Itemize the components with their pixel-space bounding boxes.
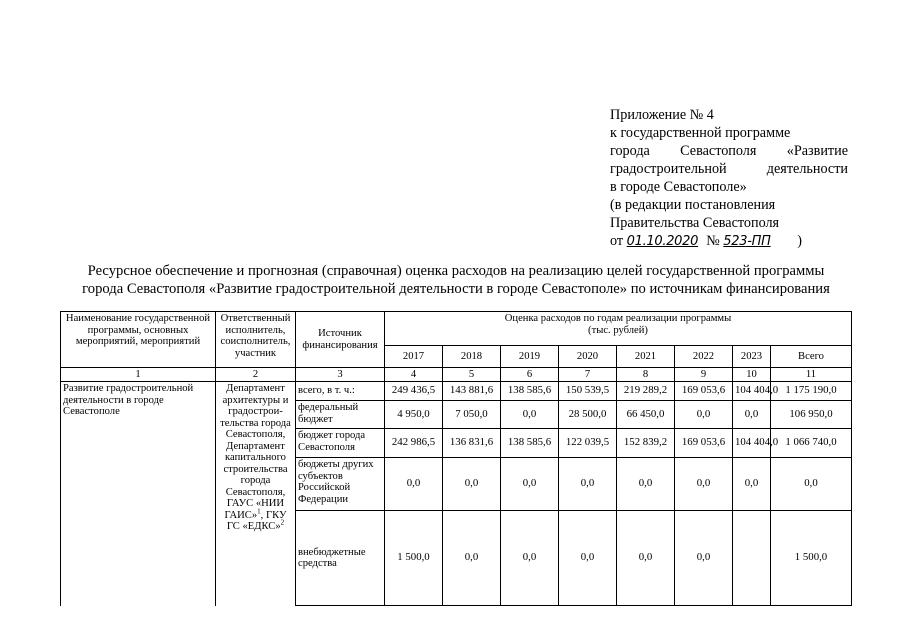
value-cell: 0,0 (501, 401, 559, 429)
handwritten-number: 523-ПП (723, 234, 771, 249)
header-executor: Ответственный исполнитель, соисполнитель, участник (216, 312, 296, 368)
value-cell: 169 053,6 (675, 429, 733, 458)
value-cell: 0,0 (385, 458, 443, 511)
appendix-block (610, 106, 848, 251)
value-cell: 0,0 (675, 458, 733, 511)
value-cell: 0,0 (675, 511, 733, 606)
value-cell: 136 831,6 (443, 429, 501, 458)
total-header: Всего (771, 346, 852, 368)
header-source: Источник финансирования (296, 312, 385, 368)
year-header: 2019 (501, 346, 559, 368)
executor-text-a: Департамент архитектуры и градострои-тельства города Севастополя, Департамент капитального строительства города Севастополя, ГАУС «НИИ ГАИС» (220, 383, 291, 521)
value-cell: 0,0 (443, 511, 501, 606)
value-cell: 28 500,0 (559, 401, 617, 429)
executor-text-b: , ГКУ ГС «ЕДКС» (226, 509, 287, 532)
value-cell: 0,0 (501, 511, 559, 606)
table-row (61, 382, 852, 401)
index-cell: 7 (559, 368, 617, 382)
value-cell: 219 289,2 (617, 382, 675, 401)
from-label: от (610, 233, 624, 249)
index-cell: 11 (771, 368, 852, 382)
title-line-2: города Севастополя «Развитие градостроительной деятельности в городе Севастополе» по источникам финансирования (82, 281, 830, 297)
value-cell: 0,0 (733, 458, 771, 511)
appendix-line-5: в городе Севастополе» (610, 179, 747, 195)
source-cell: внебюджетные средства (296, 511, 385, 606)
index-cell: 5 (443, 368, 501, 382)
total-cell: 1 500,0 (771, 511, 852, 606)
executor-cell (216, 382, 296, 606)
index-cell: 1 (61, 368, 216, 382)
value-cell: 169 053,6 (675, 382, 733, 401)
value-cell: 150 539,5 (559, 382, 617, 401)
source-cell: бюджеты других субъектов Российской Федерации (296, 458, 385, 511)
year-header: 2018 (443, 346, 501, 368)
source-cell: федеральный бюджет (296, 401, 385, 429)
appendix-line-1: Приложение № 4 (610, 107, 714, 123)
funding-table (60, 311, 852, 606)
value-cell: 0,0 (733, 401, 771, 429)
total-cell: 1 175 190,0 (771, 382, 852, 401)
header-name: Наименование государственной программы, основных мероприятий, мероприятий (61, 312, 216, 368)
total-cell: 106 950,0 (771, 401, 852, 429)
value-cell: 249 436,5 (385, 382, 443, 401)
appendix-line-2: к государственной программе (610, 125, 791, 141)
index-cell: 2 (216, 368, 296, 382)
document-title (56, 262, 856, 298)
value-cell: 7 050,0 (443, 401, 501, 429)
value-cell: 0,0 (675, 401, 733, 429)
value-cell: 4 950,0 (385, 401, 443, 429)
value-cell: 66 450,0 (617, 401, 675, 429)
index-cell: 8 (617, 368, 675, 382)
appendix-line-6: (в редакции постановления (610, 197, 776, 213)
source-cell: бюджет города Севастополя (296, 429, 385, 458)
value-cell: 152 839,2 (617, 429, 675, 458)
appendix-line-7: Правительства Севастополя (610, 215, 780, 231)
value-cell: 138 585,6 (501, 382, 559, 401)
value-cell: 0,0 (617, 511, 675, 606)
value-cell: 0,0 (617, 458, 675, 511)
title-line-1: Ресурсное обеспечение и прогнозная (справочная) оценка расходов на реализацию целей государственной программы (87, 263, 825, 279)
index-cell: 4 (385, 368, 443, 382)
index-cell: 3 (296, 368, 385, 382)
appendix-line-3: города Севастополя «Развитие (610, 143, 848, 159)
value-cell: 242 986,5 (385, 429, 443, 458)
value-cell: 1 500,0 (385, 511, 443, 606)
value-cell: 143 881,6 (443, 382, 501, 401)
year-header: 2020 (559, 346, 617, 368)
index-cell: 6 (501, 368, 559, 382)
year-header: 2017 (385, 346, 443, 368)
program-name: Развитие градостроительной деятельности в городе Севастополе (61, 382, 216, 606)
footnote-2: 2 (280, 518, 285, 527)
value-cell: 122 039,5 (559, 429, 617, 458)
total-cell: 0,0 (771, 458, 852, 511)
value-cell (733, 511, 771, 606)
number-label: № (706, 233, 720, 249)
year-header: 2023 (733, 346, 771, 368)
total-cell: 1 066 740,0 (771, 429, 852, 458)
index-cell: 10 (733, 368, 771, 382)
index-cell: 9 (675, 368, 733, 382)
value-cell: 0,0 (559, 511, 617, 606)
appendix-line-4: градостроительной деятельности (610, 161, 848, 177)
close-paren: ) (797, 233, 803, 249)
year-header: 2021 (617, 346, 675, 368)
header-estimate (385, 312, 852, 346)
handwritten-date: 01.10.2020 (626, 234, 699, 249)
value-cell: 104 404,0 (733, 429, 771, 458)
resolution-reference (610, 232, 848, 251)
header-estimate-title: Оценка расходов по годам реализации программы (504, 313, 732, 324)
footnote-1: 1 (257, 506, 261, 515)
value-cell: 104 404,0 (733, 382, 771, 401)
year-header: 2022 (675, 346, 733, 368)
value-cell: 0,0 (501, 458, 559, 511)
source-cell: всего, в т. ч.: (296, 382, 385, 401)
value-cell: 0,0 (559, 458, 617, 511)
header-estimate-unit: (тыс. рублей) (588, 324, 648, 336)
value-cell: 0,0 (443, 458, 501, 511)
value-cell: 138 585,6 (501, 429, 559, 458)
